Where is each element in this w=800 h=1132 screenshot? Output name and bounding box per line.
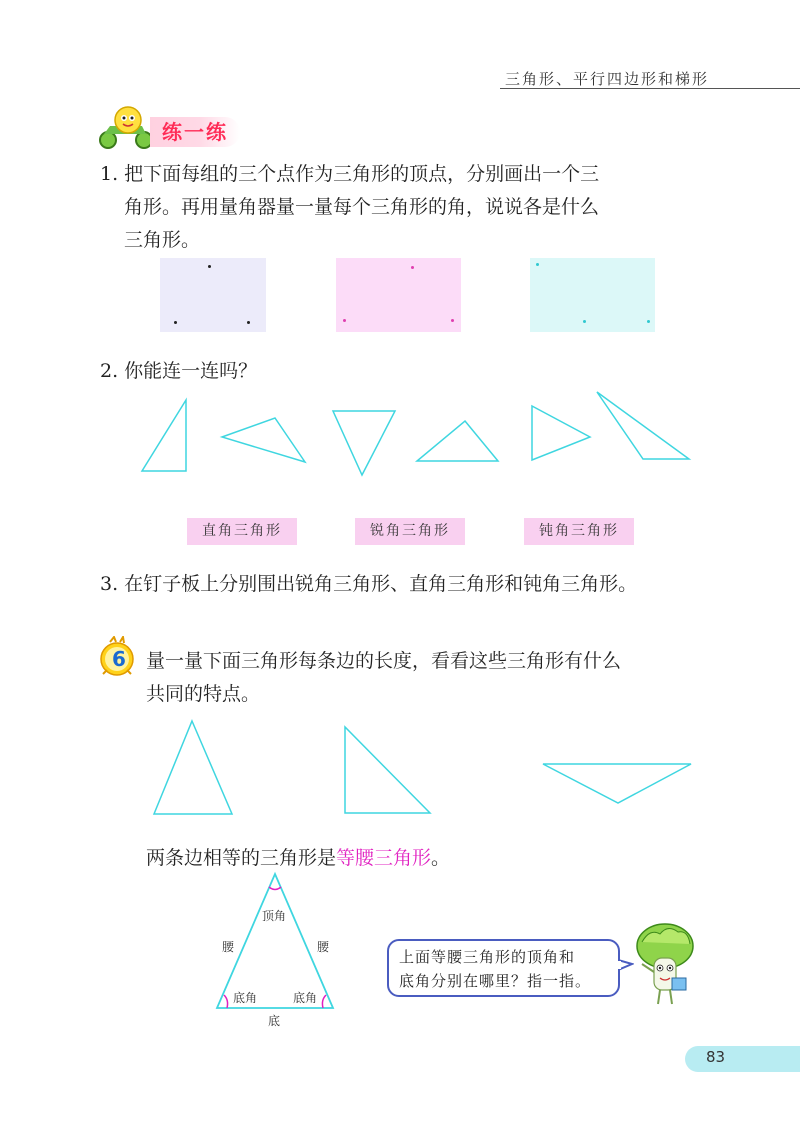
q2-text: 2. 你能连一连吗？ [100,360,258,382]
triangle-shape [417,421,498,461]
vertex-dot [411,266,414,269]
label-apex-angle: 顶角 [262,909,287,923]
vertex-dot [583,320,586,323]
triangle-shape [532,406,590,460]
triangle-shape [154,721,232,814]
label-leg-right: 腰 [317,940,330,954]
q1-line-1: 1. 把下面每组的三个点作为三角形的顶点，分别画出一个三 [100,163,600,185]
vertex-dot [343,319,346,322]
speech-line-1: 上面等腰三角形的顶角和 [399,948,576,966]
mascot-motorbike-icon [96,104,156,150]
cabbage-mascot-icon [630,920,700,1010]
q1-line-3: 三角形。 [124,229,201,251]
example-triangles [0,715,800,825]
definition-term: 等腰三角形 [336,847,432,869]
label-leg-left: 腰 [222,940,235,954]
example-line-2: 共同的特点。 [146,683,261,705]
vertex-dot [647,320,650,323]
triangle-shape [543,764,691,803]
page-number: 83 [706,1048,726,1066]
triangle-shape [345,727,430,813]
label-obtuse-triangle[interactable]: 钝角三角形 [524,518,634,545]
page-number-tab [685,1046,800,1072]
dot-box-1 [160,258,266,332]
example-number: 6 [112,647,126,671]
base-angle-arc-left [224,995,228,1008]
dot-box-2 [336,258,461,332]
vertex-dot [536,263,539,266]
triangle-shape [222,418,305,462]
apex-angle-arc [269,887,281,890]
definition-suffix: 。 [431,847,451,869]
example-line-1: 量一量下面三角形每条边的长度，看看这些三角形有什么 [146,650,622,672]
dot-box-3 [530,258,655,332]
q2-triangles [0,380,800,480]
label-acute-triangle[interactable]: 锐角三角形 [355,518,465,545]
isosceles-triangle [217,874,333,1008]
base-angle-arc-right [322,995,326,1008]
vertex-dot [247,321,250,324]
q1-line-2: 角形。再用量角器量一量每个三角形的角，说说各是什么 [124,196,600,218]
vertex-dot [174,321,177,324]
triangle-shape [142,400,186,471]
definition-prefix: 两条边相等的三角形是 [146,847,337,869]
header-rule [500,88,800,89]
q3-text: 3. 在钉子板上分别围出锐角三角形、直角三角形和钝角三角形。 [100,573,638,595]
label-base-angle-right: 底角 [293,991,318,1005]
chapter-title: 三角形、平行四边形和梯形 [505,70,710,88]
speech-line-2: 底角分别在哪里？指一指。 [399,972,592,990]
label-base: 底 [268,1014,281,1028]
vertex-dot [208,265,211,268]
triangle-shape [333,411,395,475]
practice-heading: 练一练 [150,117,240,147]
speech-bubble [387,939,620,997]
label-base-angle-left: 底角 [233,991,258,1005]
triangle-shape [597,392,689,459]
vertex-dot [451,319,454,322]
label-right-triangle[interactable]: 直角三角形 [187,518,297,545]
